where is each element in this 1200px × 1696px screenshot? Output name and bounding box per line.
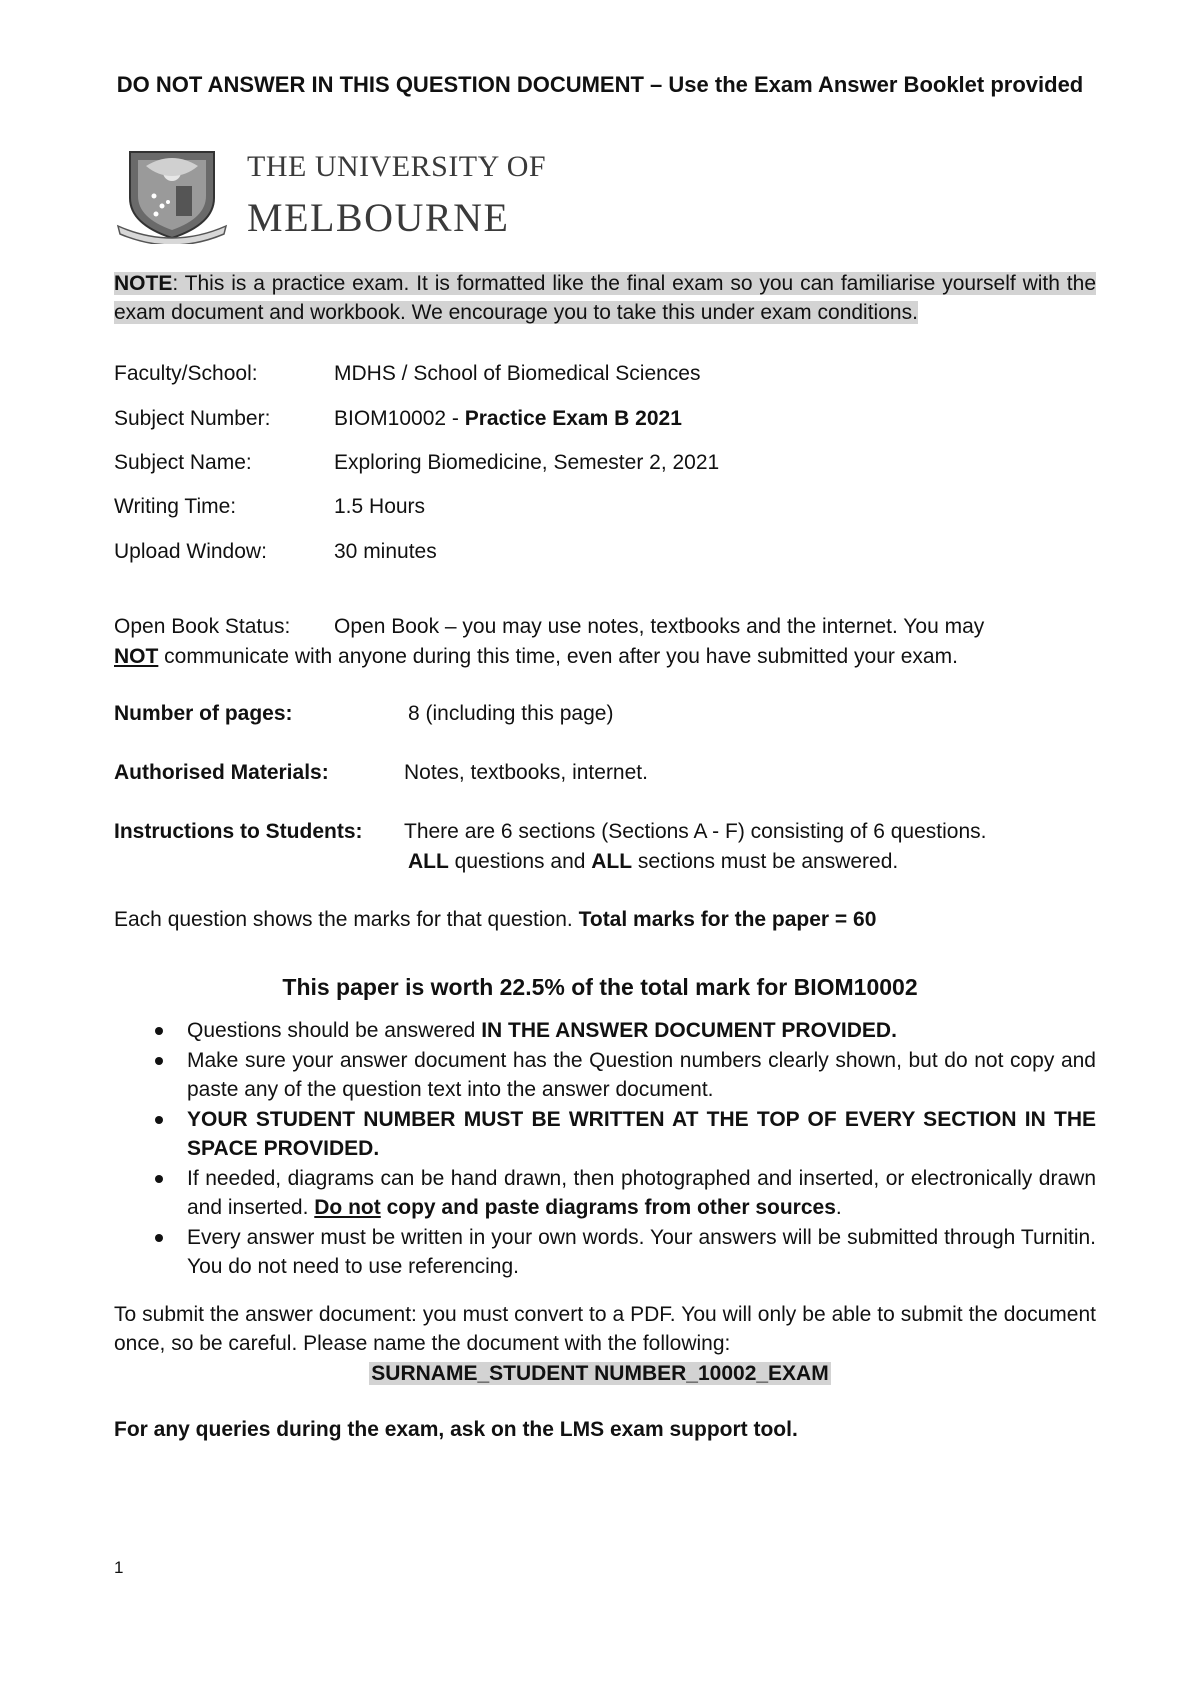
submit-instructions: To submit the answer document: you must convert to a PDF. You will only be able to submit the document once, so be careful. Please name the document with the following: [114,1303,1096,1355]
info-value: Notes, textbooks, internet. [404,761,648,784]
page-number: 1 [114,1558,124,1577]
bullet-icon [155,1116,163,1124]
marks-line: Each question shows the marks for that question. Total marks for the paper = 60 [114,908,877,931]
practice-exam-note [114,269,1096,327]
filename-format: SURNAME_STUDENT NUMBER_10002_EXAM [371,1362,829,1385]
detail-value: 30 minutes [334,540,437,563]
bullet-icon [155,1027,163,1035]
open-book-value: Open Book – you may use notes, textbooks and the internet. You may [334,615,985,638]
info-value-line2: ALL questions and ALL sections must be answered. [408,850,899,873]
queries-note: For any queries during the exam, ask on the LMS exam support tool. [114,1418,798,1441]
info-value: 8 (including this page) [408,702,614,725]
info-key: Instructions to Students: [114,820,363,843]
list-item: If needed, diagrams can be hand drawn, then photographed and inserted, or electronically drawn and inserted. Do not copy and paste diagrams from other sources. [114,1164,1096,1222]
list-item: YOUR STUDENT NUMBER MUST BE WRITTEN AT THE TOP OF EVERY SECTION IN THE SPACE PROVIDED. [114,1105,1096,1163]
instructions-list [114,1016,1096,1282]
university-logo [116,146,547,246]
info-value: There are 6 sections (Sections A - F) consisting of 6 questions. [404,820,987,843]
list-item: Every answer must be written in your own words. Your answers will be submitted through Turnitin. You do not need to use referencing. [114,1223,1096,1281]
detail-key: Subject Number: [114,407,271,430]
detail-key: Upload Window: [114,540,267,563]
detail-key: Faculty/School: [114,362,258,385]
university-crest-icon [116,146,228,244]
bullet-icon [155,1234,163,1242]
detail-value-bold: Practice Exam B 2021 [464,407,682,430]
detail-value: MDHS / School of Biomedical Sciences [334,362,701,385]
detail-value: 1.5 Hours [334,495,426,518]
detail-value: BIOM10002 - [334,407,465,430]
open-book-key: Open Book Status: [114,615,291,638]
detail-key: Writing Time: [114,495,237,518]
bullet-icon [155,1175,163,1183]
open-book-not: NOT [114,645,159,668]
detail-key: Subject Name: [114,451,252,474]
info-key: Number of pages: [114,702,293,725]
note-text: : This is a practice exam. It is formatted like the final exam so you can familiarise yourself with the exam document and workbook. We encourage you to take this under exam conditions. [114,272,1096,324]
open-book-line2: communicate with anyone during this time, even after you have submitted your exam. [158,645,958,668]
info-key: Authorised Materials: [114,761,329,784]
total-marks: Total marks for the paper = 60 [578,908,877,931]
bullet-icon [155,1057,163,1065]
open-book-status [114,612,1114,672]
detail-value: Exploring Biomedicine, Semester 2, 2021 [334,451,720,474]
logo-text-line2: MELBOURNE [247,195,510,240]
list-item: Questions should be answered IN THE ANSWER DOCUMENT PROVIDED. [114,1016,1096,1045]
list-item: Make sure your answer document has the Question numbers clearly shown, but do not copy and paste any of the question text into the answer document. [114,1046,1096,1104]
header-notice: DO NOT ANSWER IN THIS QUESTION DOCUMENT – Use the Exam Answer Booklet provided [116,72,1084,97]
note-label: NOTE [114,272,173,295]
paper-worth-heading: This paper is worth 22.5% of the total mark for BIOM10002 [282,974,918,1000]
logo-text-line1: THE UNIVERSITY OF [247,150,547,183]
